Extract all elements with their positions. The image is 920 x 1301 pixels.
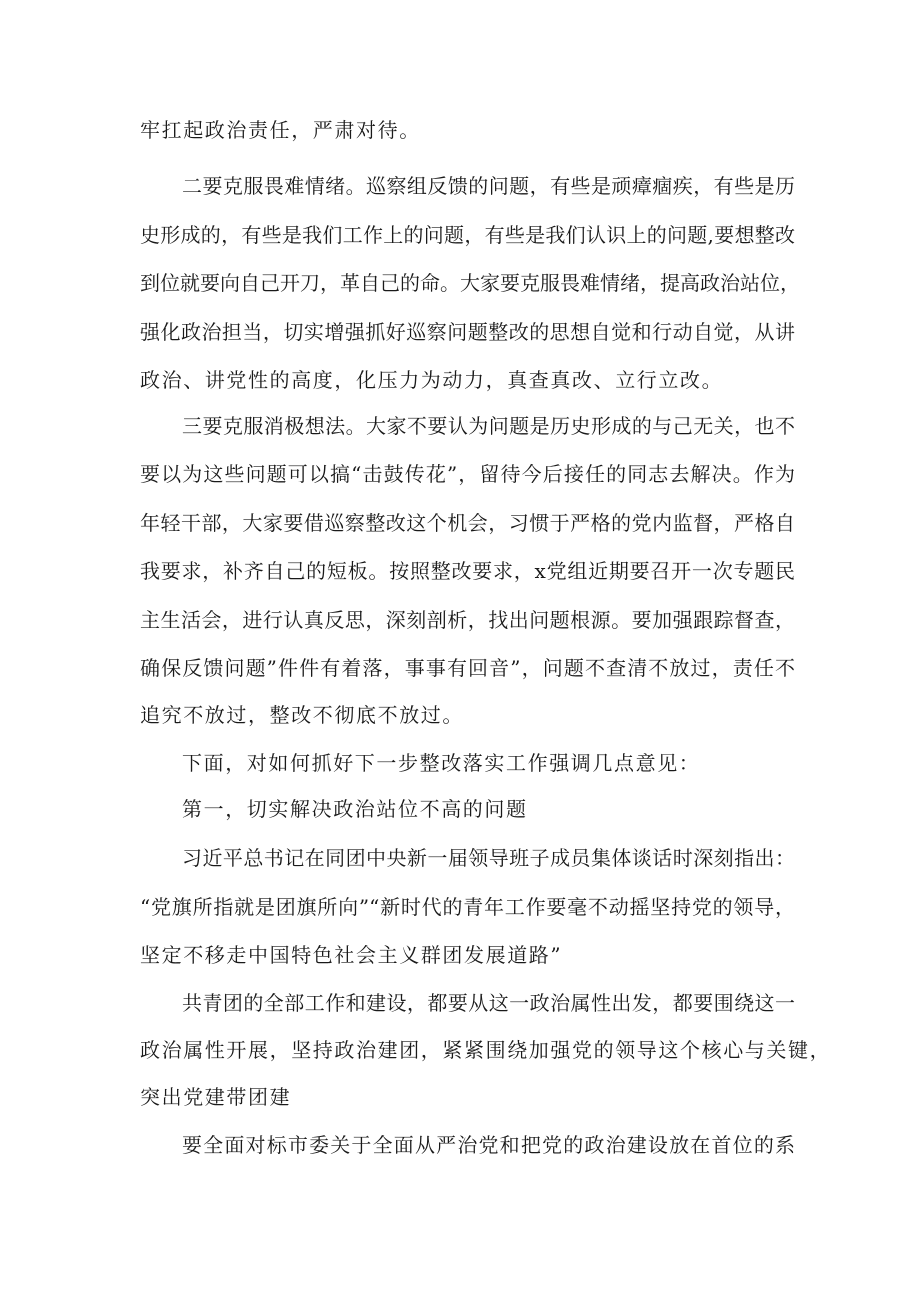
paragraph-3-line-6: 确保反馈问题”件件有着落，事事有回音”，问题不查清不放过，责任不	[140, 656, 795, 680]
section-heading-1: 第一，切实解决政治站位不高的问题	[182, 797, 528, 821]
paragraph-3-line-7: 追究不放过，整改不彻底不放过。	[140, 703, 464, 727]
paragraph-2-line-1: 二要克服畏难情绪。巡察组反馈的问题，有些是顽瘴痼疾，有些是历	[182, 174, 795, 198]
paragraph-4-line-1: 下面，对如何抓好下一步整改落实工作强调几点意见：	[182, 751, 701, 775]
paragraph-3-line-2: 要以为这些问题可以搞“击鼓传花”，留待今后接任的同志去解决。作为	[140, 462, 795, 486]
paragraph-7-line-1: 共青团的全部工作和建设，都要从这一政治属性出发，都要围绕这一	[182, 991, 795, 1015]
paragraph-3-line-5: 主生活会，进行认真反思，深刻剖析，找出问题根源。要加强跟踪督查，	[140, 608, 795, 632]
paragraph-1-line-1: 牢扛起政治责任，严肃对待。	[140, 118, 421, 142]
paragraph-3-line-1: 三要克服消极想法。大家不要认为问题是历史形成的与己无关，也不	[182, 414, 795, 438]
paragraph-3-line-4: 我要求，补齐自己的短板。按照整改要求，x党组近期要召开一次专题民	[140, 559, 795, 583]
paragraph-7-line-2: 政治属性开展，坚持政治建团，紧紧围绕加强党的领导这个核心与关键，	[140, 1038, 832, 1062]
paragraph-3-line-3: 年轻干部，大家要借巡察整改这个机会，习惯于严格的党内监督，严格自	[140, 511, 795, 535]
paragraph-2-line-2: 史形成的，有些是我们工作上的问题，有些是我们认识上的问题,要想整改	[140, 223, 795, 247]
paragraph-2-line-3: 到位就要向自己开刀，革自己的命。大家要克服畏难情绪，提高政治站位，	[140, 271, 800, 295]
paragraph-6-line-3: 坚定不移走中国特色社会主义群团发展道路”	[140, 943, 563, 967]
paragraph-2-line-4: 强化政治担当，切实增强抓好巡察问题整改的思想自觉和行动自觉，从讲	[140, 320, 795, 344]
paragraph-2-line-5: 政治、讲党性的高度，化压力为动力，真查真改、立行立改。	[140, 368, 724, 392]
paragraph-6-line-1: 习近平总书记在同团中央新一届领导班子成员集体谈话时深刻指出：	[182, 846, 795, 870]
paragraph-6-line-2: “党旗所指就是团旗所向”“新时代的青年工作要毫不动摇坚持党的领导，	[140, 895, 795, 919]
paragraph-7-line-3: 突出党建带团建	[140, 1085, 292, 1109]
paragraph-8-line-1: 要全面对标市委关于全面从严治党和把党的政治建设放在首位的系	[182, 1133, 795, 1157]
